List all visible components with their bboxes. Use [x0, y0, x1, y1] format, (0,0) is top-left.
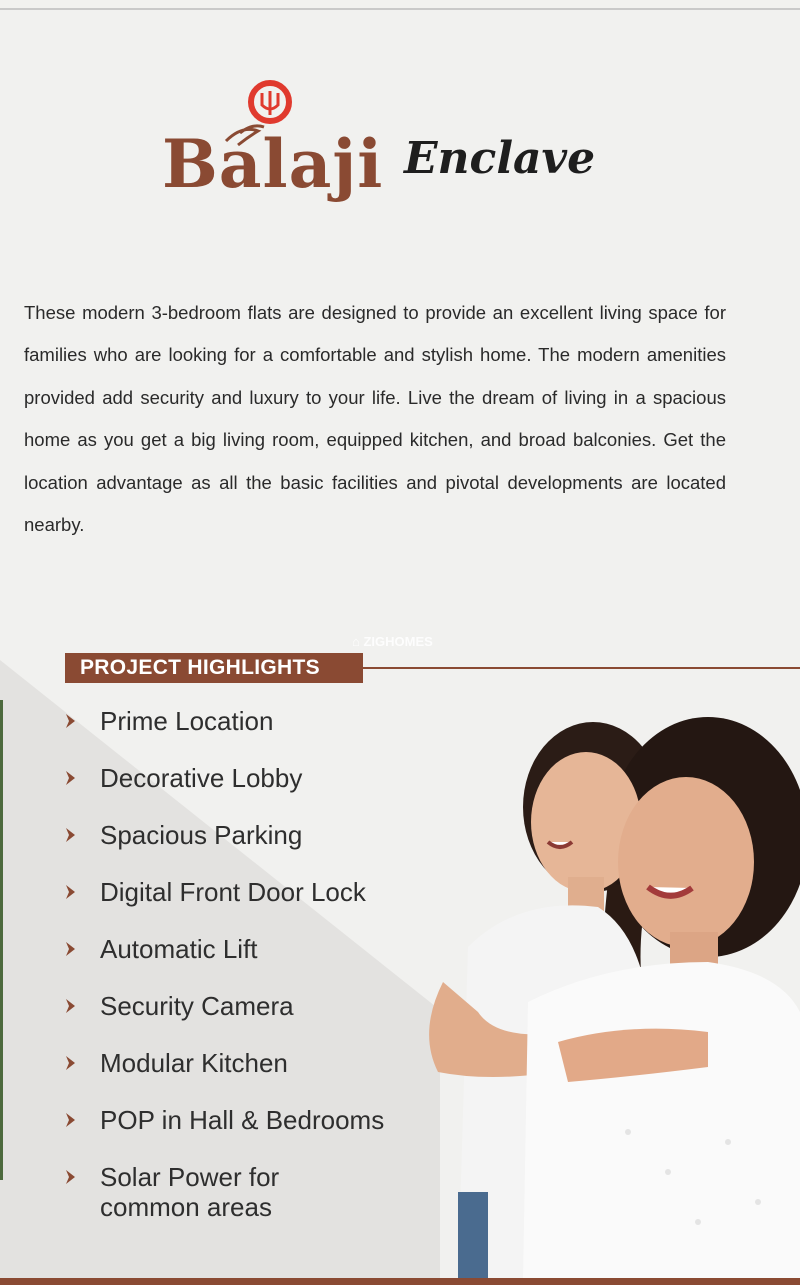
list-item-label: Prime Location [100, 706, 274, 736]
list-item [62, 820, 322, 877]
bottom-bar [0, 1278, 800, 1285]
brand-name-sub: Enclave [404, 133, 596, 184]
highlights-divider [363, 667, 800, 669]
list-item-label: Decorative Lobby [100, 763, 303, 793]
house-icon: ⌂ [352, 634, 360, 649]
list-item-label: Modular Kitchen [100, 1048, 288, 1078]
watermark-text: ZIGHOMES [363, 634, 433, 649]
watermark [352, 634, 433, 649]
highlights-list [62, 706, 385, 1222]
list-item [62, 934, 322, 991]
chevron-right-icon [62, 769, 80, 787]
family-photo [408, 712, 800, 1280]
chevron-right-icon [62, 1111, 80, 1129]
list-item-label: POP in Hall & Bedrooms [100, 1105, 385, 1135]
list-item-label: Security Camera [100, 991, 294, 1021]
chevron-right-icon [62, 712, 80, 730]
chevron-right-icon [62, 826, 80, 844]
list-item-label: Digital Front Door Lock [100, 877, 366, 907]
chevron-right-icon [62, 940, 80, 958]
chevron-right-icon [62, 883, 80, 901]
list-item [62, 991, 322, 1048]
list-item-label: Automatic Lift [100, 934, 258, 964]
list-item-label: Solar Power for common areas [100, 1162, 280, 1222]
list-item-label: Spacious Parking [100, 820, 303, 850]
list-item [62, 1162, 322, 1222]
chevron-right-icon [62, 1054, 80, 1072]
highlights-title: PROJECT HIGHLIGHTS [80, 656, 320, 679]
project-description: These modern 3-bedroom flats are designed to provide an excellent living space for families who are looking for a comfortable and stylish home. The modern amenities provided add security and luxury to your life. Live the dream of living in a spacious home as you get a big living room, equipped kitchen, and broad balconies. Get the location advantage as all the basic facilities and pivotal developments are located nearby. [24, 302, 726, 536]
chevron-right-icon [62, 997, 80, 1015]
list-item [62, 706, 322, 763]
brand-name-main: Balaji [162, 125, 384, 203]
list-item [62, 1105, 385, 1162]
chevron-right-icon [62, 1168, 80, 1186]
list-item [62, 763, 322, 820]
list-item [62, 1048, 322, 1105]
brand-logo [160, 75, 600, 235]
list-item [62, 877, 366, 934]
